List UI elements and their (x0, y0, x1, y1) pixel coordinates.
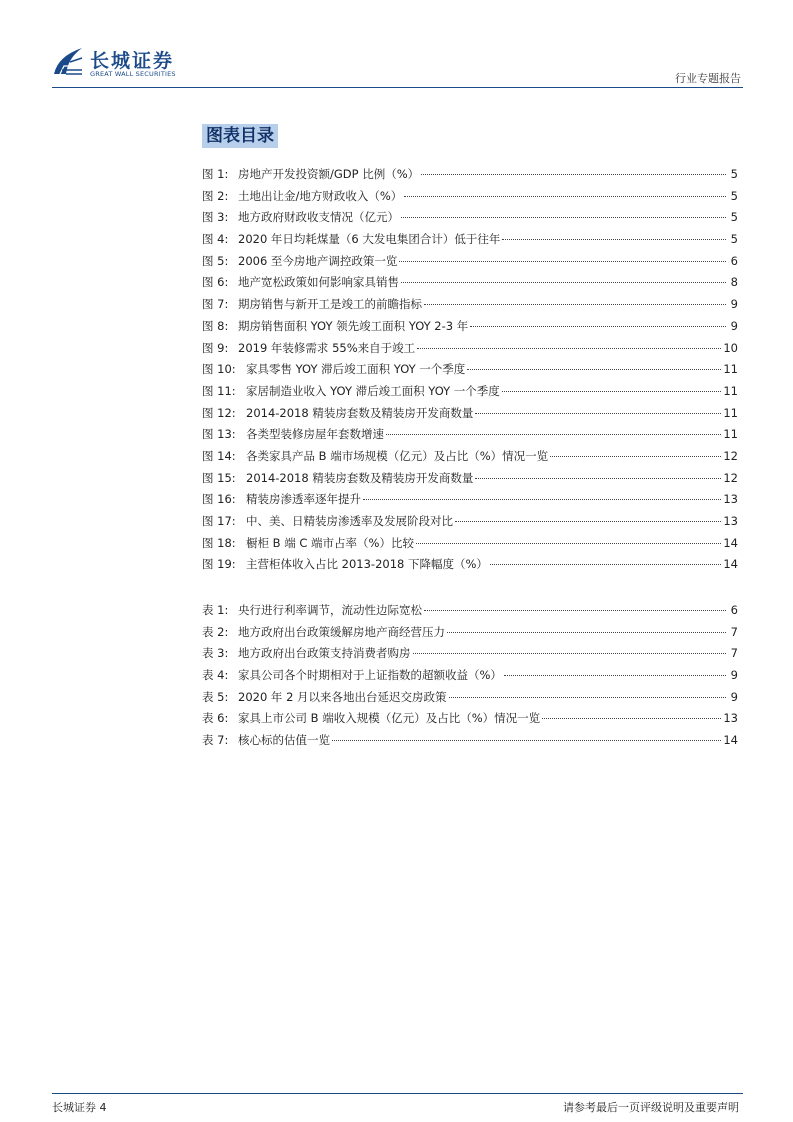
table-entry[interactable] (202, 624, 738, 646)
entry-page: 5 (730, 188, 738, 203)
entry-page: 12 (723, 470, 738, 485)
great-wall-logo-icon (52, 44, 86, 78)
dot-leader (413, 653, 727, 654)
figure-entry[interactable] (202, 513, 738, 535)
figure-entry[interactable] (202, 253, 738, 275)
entry-page: 9 (730, 297, 738, 312)
entry-title: 地方政府出台政策缓解房地产商经营压力 (238, 624, 445, 639)
table-entry[interactable] (202, 732, 738, 754)
page-header (0, 0, 793, 90)
figure-entry[interactable] (202, 448, 738, 470)
entry-label: 图 13: (202, 427, 236, 442)
entry-page: 9 (730, 689, 738, 704)
entry-title: 家居制造业收入 YOY 滞后竣工面积 YOY 一个季度 (246, 383, 500, 398)
table-entry[interactable] (202, 602, 738, 624)
figure-entry[interactable] (202, 166, 738, 188)
figure-entry[interactable] (202, 556, 738, 578)
dot-leader (502, 239, 726, 240)
entry-page: 9 (730, 668, 738, 683)
entry-title: 家具公司各个时期相对于上证指数的超额收益（%） (238, 668, 502, 683)
entry-label: 图 17: (202, 514, 236, 528)
entry-page: 6 (730, 253, 738, 268)
entry-label: 图 15: (202, 470, 236, 485)
entry-label: 图 2: (202, 188, 229, 203)
entry-title: 房地产开发投资额/GDP 比例（%） (238, 167, 420, 181)
entry-page: 11 (723, 362, 738, 377)
entry-title: 2006 至今房地产调控政策一览 (238, 253, 398, 268)
entry-title: 各类型装修房屋年套数增速 (246, 427, 384, 442)
entry-title: 精装房渗透率逐年提升 (246, 492, 361, 507)
entry-page: 9 (730, 318, 738, 333)
figure-entry[interactable] (202, 209, 738, 231)
figure-entry[interactable] (202, 491, 738, 513)
toc-title: 图表目录 (202, 124, 278, 148)
entry-label: 表 4: (202, 668, 229, 683)
entry-page: 13 (723, 492, 738, 507)
entry-label: 表 1: (202, 603, 229, 617)
dot-leader (404, 196, 726, 197)
dot-leader (416, 543, 721, 544)
entry-page: 12 (723, 448, 738, 463)
dot-leader (421, 174, 726, 175)
entry-title: 2014-2018 精装房套数及精装房开发商数量 (246, 405, 474, 420)
company-logo (52, 44, 202, 84)
figure-entry[interactable] (202, 405, 738, 427)
figure-entry[interactable] (202, 426, 738, 448)
entry-label: 表 3: (202, 646, 229, 661)
entry-page: 11 (723, 427, 738, 442)
table-entry[interactable] (202, 645, 738, 667)
entry-title: 2019 年装修需求 55%来自于竣工 (238, 340, 416, 355)
figure-entry[interactable] (202, 535, 738, 557)
entry-page: 8 (730, 275, 738, 290)
figure-entry[interactable] (202, 274, 738, 296)
entry-label: 图 12: (202, 405, 236, 420)
entry-page: 5 (730, 232, 738, 247)
entry-title: 土地出让金/地方财政收入（%） (238, 188, 403, 203)
entry-label: 表 2: (202, 624, 229, 639)
entry-label: 表 7: (202, 733, 229, 748)
entry-title: 家具上市公司 B 端收入规模（亿元）及占比（%）情况一览 (238, 711, 541, 726)
dot-leader (424, 610, 726, 611)
entry-title: 期房销售与新开工是竣工的前瞻指标 (238, 297, 422, 312)
entry-label: 表 6: (202, 711, 229, 726)
dot-leader (424, 304, 726, 305)
entry-page: 13 (723, 514, 738, 528)
entry-title: 地产宽松政策如何影响家具销售 (238, 275, 399, 290)
table-entry[interactable] (202, 710, 738, 732)
figure-entry[interactable] (202, 318, 738, 340)
figure-entry[interactable] (202, 470, 738, 492)
entry-label: 表 5: (202, 689, 229, 704)
entry-label: 图 14: (202, 448, 236, 463)
entry-page: 13 (723, 711, 738, 726)
entry-page: 14 (723, 557, 738, 572)
entry-label: 图 5: (202, 253, 229, 268)
entry-title: 各类家具产品 B 端市场规模（亿元）及占比（%）情况一览 (246, 448, 549, 463)
entry-title: 地方政府出台政策支持消费者购房 (238, 646, 411, 661)
entry-label: 图 10: (202, 362, 236, 377)
entry-page: 11 (723, 383, 738, 398)
figure-entry[interactable] (202, 296, 738, 318)
entry-label: 图 18: (202, 535, 236, 550)
entry-title: 2020 年 2 月以来各地出台延迟交房政策 (238, 689, 447, 704)
dot-leader (401, 217, 726, 218)
figure-entry[interactable] (202, 340, 738, 362)
report-type-label: 行业专题报告 (675, 72, 741, 85)
entry-title: 橱柜 B 端 C 端市占率（%）比较 (246, 535, 414, 550)
entry-title: 2014-2018 精装房套数及精装房开发商数量 (246, 470, 474, 485)
entry-label: 图 7: (202, 297, 229, 312)
figure-entry[interactable] (202, 188, 738, 210)
dot-leader (550, 456, 721, 457)
entry-title: 家具零售 YOY 滞后竣工面积 YOY 一个季度 (246, 362, 466, 377)
table-entry[interactable] (202, 689, 738, 711)
entry-title: 主营柜体收入占比 2013-2018 下降幅度（%） (246, 557, 488, 572)
dot-leader (449, 697, 726, 698)
entry-label: 图 3: (202, 210, 229, 225)
dot-leader (504, 675, 726, 676)
entry-page: 5 (730, 167, 738, 181)
dot-leader (467, 369, 721, 370)
table-entry[interactable] (202, 667, 738, 689)
entry-page: 7 (730, 646, 738, 661)
dot-leader (332, 740, 721, 741)
logo-english-name: GREAT WALL SECURITIES (90, 70, 176, 78)
entry-title: 2020 年日均耗煤量（6 大发电集团合计）低于往年 (238, 232, 501, 247)
dot-leader (399, 261, 726, 262)
dot-leader (475, 413, 721, 414)
logo-chinese-name: 长城证券 (90, 50, 175, 72)
entry-page: 5 (730, 210, 738, 225)
entry-label: 图 11: (202, 383, 236, 398)
dot-leader (490, 564, 721, 565)
figure-entry[interactable] (202, 383, 738, 405)
entry-page: 6 (730, 603, 738, 617)
dot-leader (417, 348, 721, 349)
figure-entry[interactable] (202, 361, 738, 383)
dot-leader (470, 326, 726, 327)
entry-page: 14 (723, 535, 738, 550)
footer-disclaimer: 请参考最后一页评级说明及重要声明 (563, 1101, 739, 1114)
dot-leader (447, 632, 726, 633)
dot-leader (475, 478, 721, 479)
entry-label: 图 1: (202, 167, 229, 181)
entry-label: 图 6: (202, 275, 229, 290)
entry-page: 10 (723, 340, 738, 355)
footer-page-label: 长城证券 4 (52, 1101, 107, 1114)
entry-page: 14 (723, 733, 738, 748)
figure-entry[interactable] (202, 231, 738, 253)
entry-label: 图 19: (202, 557, 236, 572)
figure-list (202, 166, 738, 578)
entry-page: 7 (730, 624, 738, 639)
entry-title: 中、美、日精装房渗透率及发展阶段对比 (246, 514, 453, 528)
table-list (202, 602, 738, 754)
header-divider (52, 87, 743, 88)
dot-leader (386, 434, 721, 435)
entry-title: 央行进行利率调节，流动性边际宽松 (238, 603, 422, 617)
dot-leader (542, 718, 721, 719)
entry-title: 期房销售面积 YOY 领先竣工面积 YOY 2-3 年 (238, 318, 469, 333)
dot-leader (363, 499, 721, 500)
dot-leader (502, 391, 722, 392)
entry-title: 地方政府财政收支情况（亿元） (238, 210, 399, 225)
entry-title: 核心标的估值一览 (238, 733, 330, 748)
entry-label: 图 8: (202, 318, 229, 333)
entry-page: 11 (723, 405, 738, 420)
dot-leader (455, 521, 721, 522)
entry-label: 图 16: (202, 492, 236, 507)
footer-divider (52, 1093, 743, 1094)
dot-leader (401, 282, 726, 283)
entry-label: 图 4: (202, 232, 229, 247)
entry-label: 图 9: (202, 340, 229, 355)
